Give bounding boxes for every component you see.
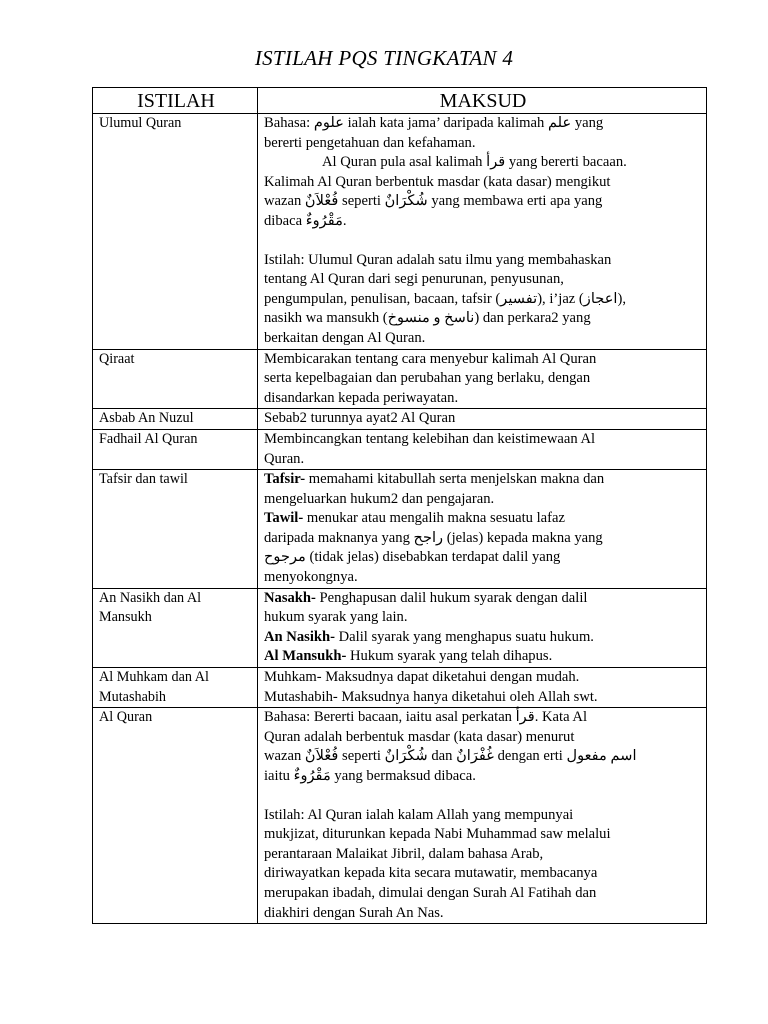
meaning-cell bbox=[258, 588, 707, 667]
table-row bbox=[93, 588, 707, 667]
table-row bbox=[93, 409, 707, 430]
meaning-line: Quran. bbox=[264, 450, 305, 467]
term-cell: Al Quran bbox=[93, 708, 258, 924]
meaning-line: iaitu مَقْرُوءٌ yang bermaksud dibaca. bbox=[264, 768, 476, 784]
meaning-line: hukum syarak yang lain. bbox=[264, 609, 408, 626]
meaning-line: pengumpulan, penulisan, bacaan, tafsir (تفسير), i’jaz (اعجاز), bbox=[264, 290, 626, 307]
meaning-line: Al Quran pula asal kalimah قرأ yang bererti bacaan. bbox=[322, 154, 627, 171]
term-cell: Qiraat bbox=[93, 349, 258, 409]
table-header-row bbox=[93, 88, 707, 114]
meaning-line: Bahasa: Bererti bacaan, iaitu asal perkatan قرأ. Kata Al bbox=[264, 709, 588, 726]
meaning-line: Membincangkan tentang kelebihan dan keistimewaan Al bbox=[264, 430, 596, 447]
meaning-text: Penghapusan dalil hukum syarak dengan dalil bbox=[315, 589, 588, 606]
meaning-line: wazan فُعْلاَنٌ seperti شُكْرَانٌ dan غُفْرَانٌ dengan erti اسم مفعول bbox=[264, 748, 637, 765]
meaning-line: mukjizat, diturunkan kepada Nabi Muhammad saw melalui bbox=[264, 826, 611, 843]
meaning-cell bbox=[258, 349, 707, 409]
meaning-line: bererti pengetahuan dan kefahaman. bbox=[264, 134, 476, 151]
istilah-table bbox=[92, 87, 707, 924]
meaning-text: memahami kitabullah serta menjelskan makna dan bbox=[305, 471, 605, 488]
meaning-line: Membicarakan tentang cara menyebur kalimah Al Quran bbox=[264, 350, 597, 367]
term-cell: Al Muhkam dan Al Mutashabih bbox=[93, 668, 258, 708]
bold-term: Tawil- bbox=[264, 510, 304, 527]
meaning-line bbox=[264, 647, 702, 667]
meaning-line: berkaitan dengan Al Quran. bbox=[264, 329, 426, 346]
meaning-line: daripada maknanya yang راجح (jelas) kepada makna yang bbox=[264, 529, 603, 546]
term-cell: Tafsir dan tawil bbox=[93, 470, 258, 589]
table-row bbox=[93, 708, 707, 924]
meaning-line: serta kepelbagaian dan perubahan yang berlaku, dengan bbox=[264, 370, 591, 387]
meaning-cell bbox=[258, 708, 707, 924]
term-cell: An Nasikh dan Al Mansukh bbox=[93, 588, 258, 667]
meaning-line: menyokongnya. bbox=[264, 569, 358, 586]
meaning-line bbox=[264, 628, 702, 648]
meaning-line: disandarkan kepada periwayatan. bbox=[264, 389, 459, 406]
table-row bbox=[93, 349, 707, 409]
meaning-text: Hukum syarak yang telah dihapus. bbox=[346, 648, 553, 665]
meaning-line: merupakan ibadah, dimulai dengan Surah Al Fatihah dan bbox=[264, 884, 597, 901]
term-cell: Ulumul Quran bbox=[93, 114, 258, 350]
meaning-line: diriwayatkan kepada kita secara mutawatir, membacanya bbox=[264, 865, 598, 882]
meaning-cell bbox=[258, 114, 707, 350]
table-row bbox=[93, 429, 707, 469]
header-istilah: ISTILAH bbox=[93, 88, 258, 114]
paragraph-gap bbox=[264, 232, 702, 251]
meaning-line bbox=[264, 470, 702, 490]
meaning-text: Dalil syarak yang menghapus suatu hukum. bbox=[334, 628, 594, 645]
term-cell: Asbab An Nuzul bbox=[93, 409, 258, 430]
meaning-line: dibaca مَقْرُوءٌ. bbox=[264, 212, 347, 229]
table-row bbox=[93, 470, 707, 589]
table-row bbox=[93, 114, 707, 350]
bold-term: An Nasikh- bbox=[264, 628, 335, 645]
bold-term: Al Mansukh- bbox=[264, 648, 347, 665]
meaning-text: menukar atau mengalih makna sesuatu lafaz bbox=[303, 510, 565, 527]
meaning-line: Bahasa: علوم ialah kata jama’ daripada kalimah علم yang bbox=[264, 115, 604, 131]
meaning-cell bbox=[258, 429, 707, 469]
meaning-line bbox=[264, 509, 702, 529]
header-maksud: MAKSUD bbox=[258, 88, 707, 114]
meaning-line bbox=[264, 589, 702, 609]
meaning-line: Istilah: Al Quran ialah kalam Allah yang mempunyai bbox=[264, 806, 574, 823]
meaning-cell bbox=[258, 409, 707, 430]
bold-term: Tafsir- bbox=[264, 471, 306, 488]
meaning-cell bbox=[258, 470, 707, 589]
term-cell: Fadhail Al Quran bbox=[93, 429, 258, 469]
table-row bbox=[93, 668, 707, 708]
meaning-line: mengeluarkan hukum2 dan pengajaran. bbox=[264, 490, 495, 507]
meaning-line: diakhiri dengan Surah An Nas. bbox=[264, 904, 444, 921]
meaning-line: perantaraan Malaikat Jibril, dalam bahasa Arab, bbox=[264, 845, 544, 862]
meaning-line: Mutashabih- Maksudnya hanya diketahui oleh Allah swt. bbox=[264, 688, 598, 705]
meaning-line: Istilah: Ulumul Quran adalah satu ilmu yang membahaskan bbox=[264, 251, 612, 268]
meaning-line: Quran adalah berbentuk masdar (kata dasar) menurut bbox=[264, 728, 575, 745]
meaning-line: wazan فُعْلاَنٌ seperti شُكْرَانٌ yang membawa erti apa yang bbox=[264, 193, 603, 210]
meaning-line: nasikh wa mansukh (ناسخ و منسوخ) dan perkara2 yang bbox=[264, 310, 591, 327]
meaning-line: Kalimah Al Quran berbentuk masdar (kata dasar) mengikut bbox=[264, 173, 611, 190]
meaning-line: tentang Al Quran dari segi penurunan, penyusunan, bbox=[264, 271, 564, 288]
meaning-line: مرجوح (tidak jelas) disebabkan terdapat dalil yang bbox=[264, 549, 561, 566]
paragraph-gap bbox=[264, 787, 702, 806]
meaning-line: Sebab2 turunnya ayat2 Al Quran bbox=[264, 410, 456, 427]
meaning-line: Muhkam- Maksudnya dapat diketahui dengan mudah. bbox=[264, 669, 580, 686]
page-title: ISTILAH PQS TINGKATAN 4 bbox=[254, 46, 514, 70]
meaning-cell bbox=[258, 668, 707, 708]
bold-term: Nasakh- bbox=[264, 589, 316, 606]
